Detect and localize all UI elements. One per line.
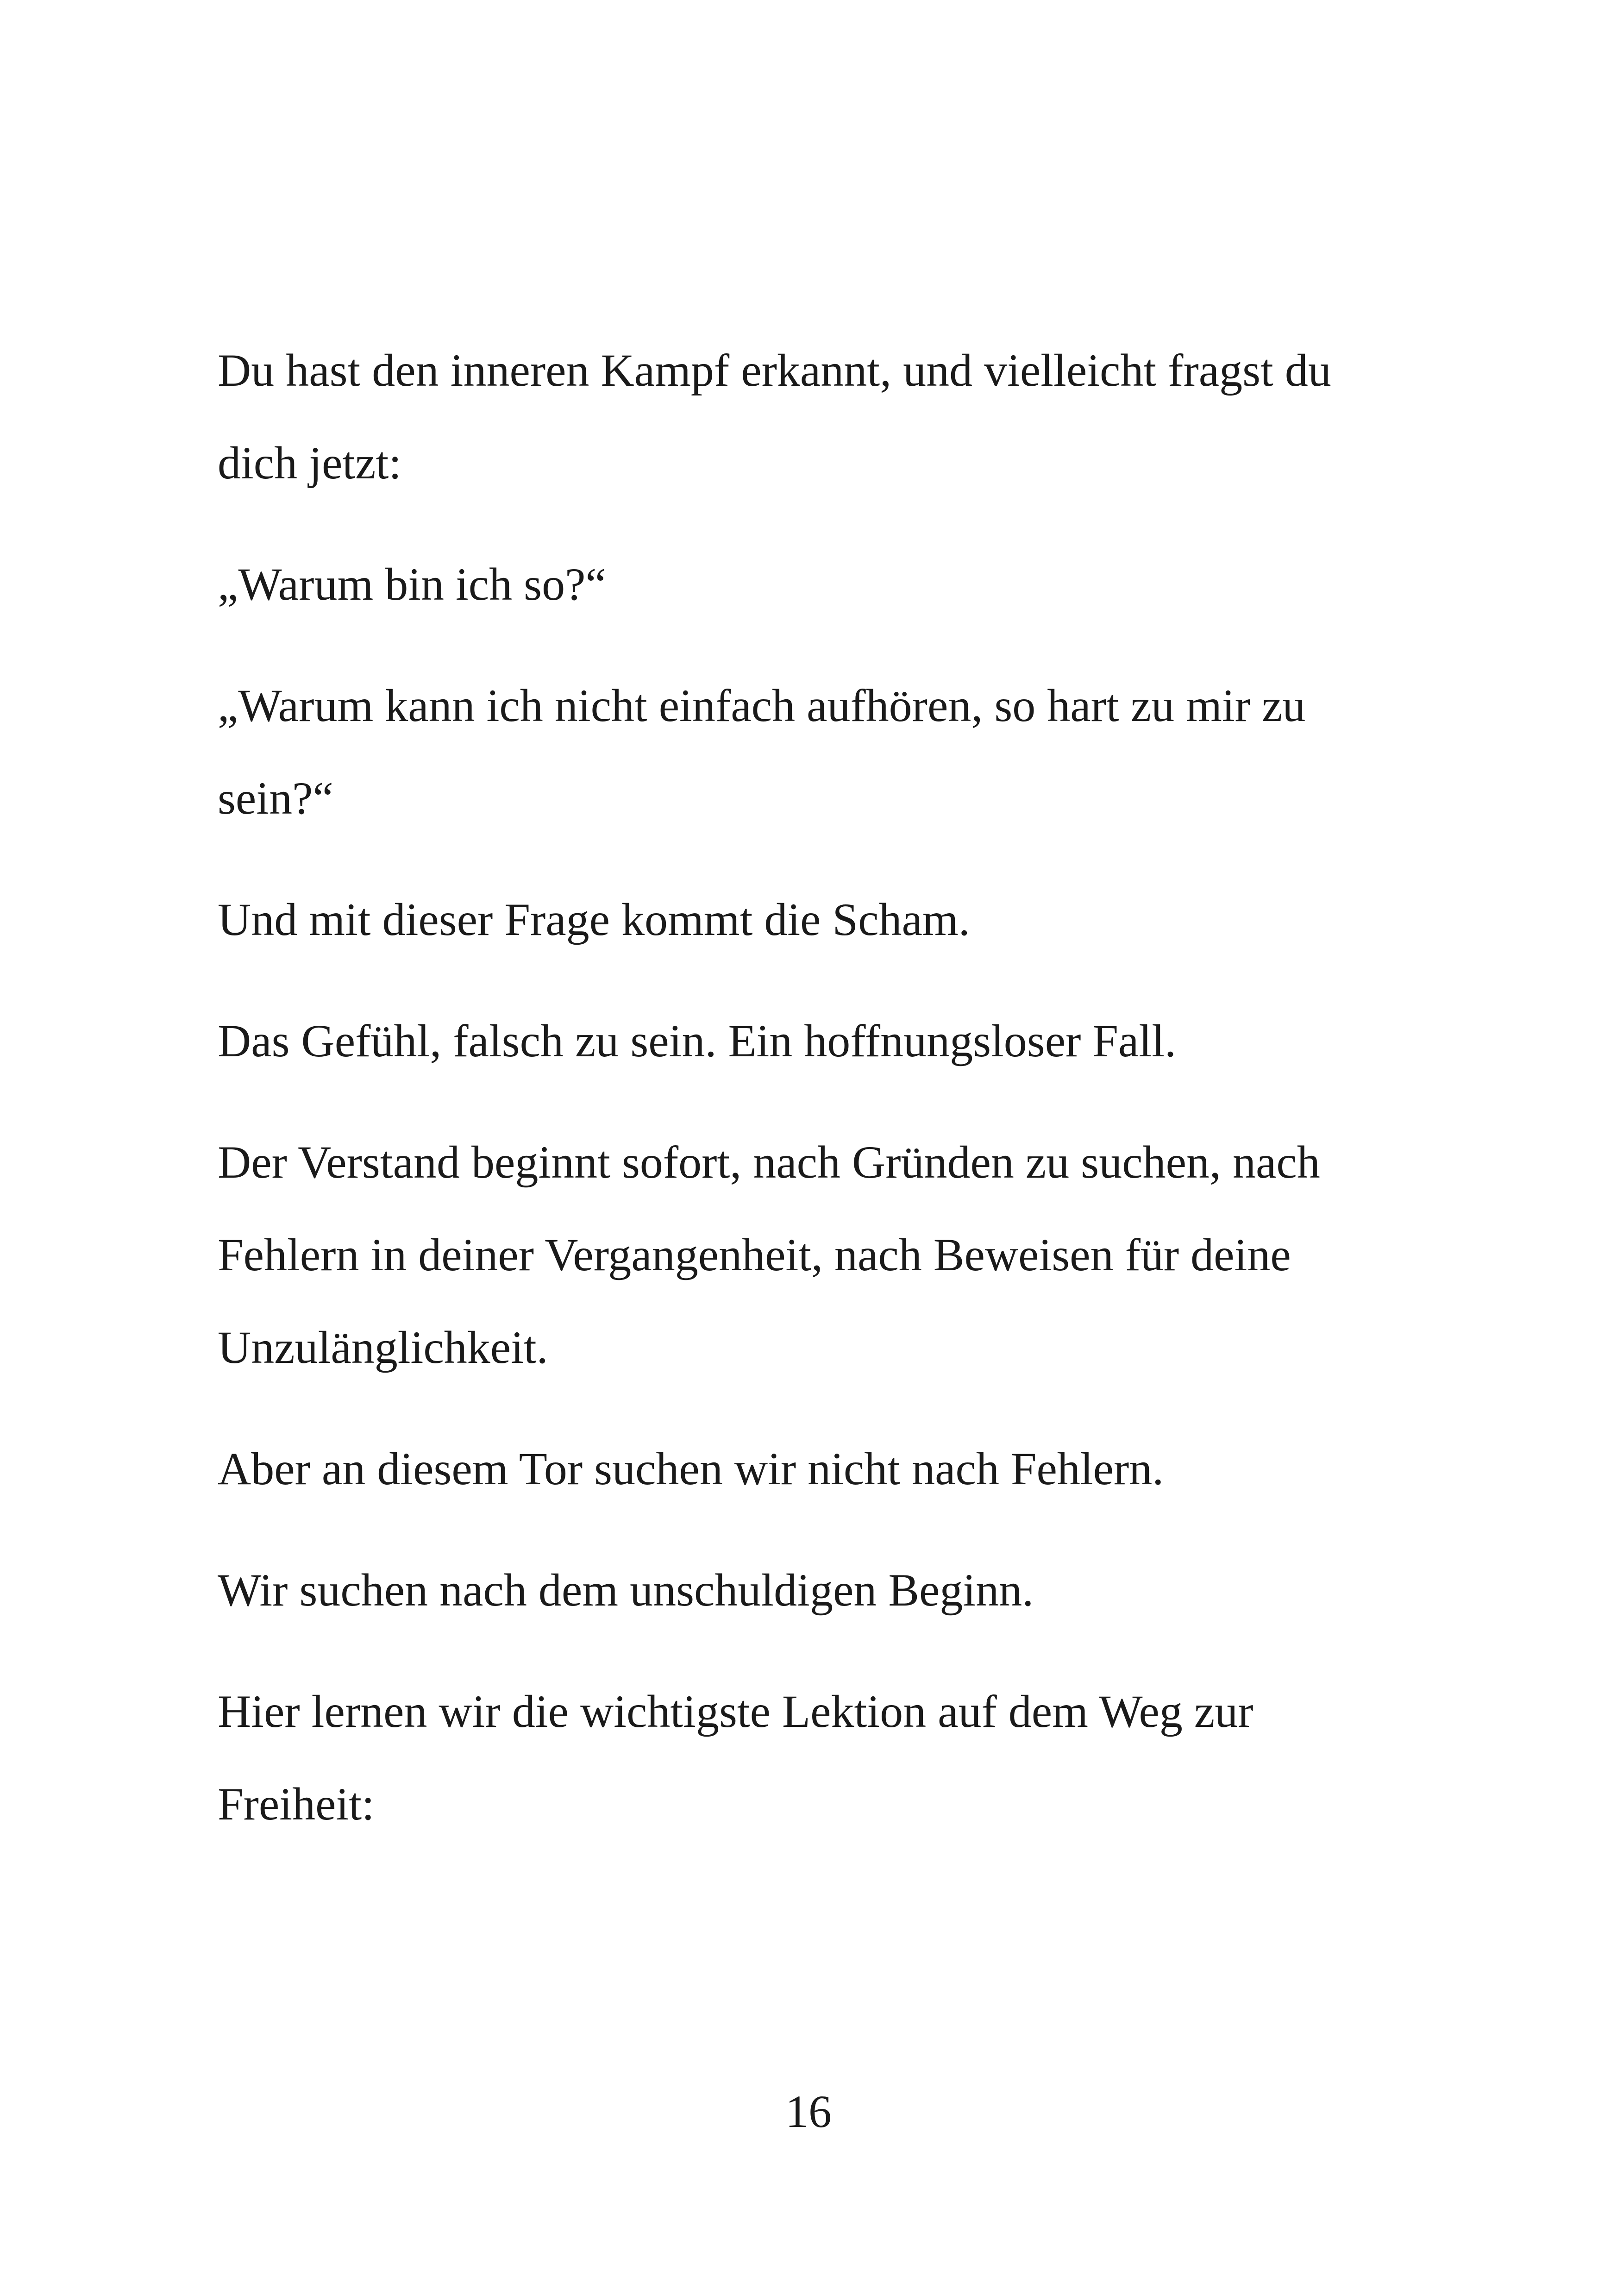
body-text bbox=[218, 324, 1348, 1879]
paragraph: Und mit dieser Frage kommt die Scham. bbox=[218, 894, 970, 945]
paragraph: Du hast den inneren Kampf erkannt, und vielleicht fragst du dich jetzt: bbox=[218, 345, 1331, 489]
paragraph: Wir suchen nach dem unschuldigen Beginn. bbox=[218, 1564, 1034, 1616]
paragraph: „Warum kann ich nicht einfach aufhören, so hart zu mir zu sein?“ bbox=[218, 680, 1306, 824]
paragraph: Das Gefühl, falsch zu sein. Ein hoffnungsloser Fall. bbox=[218, 1015, 1176, 1066]
paragraph: Der Verstand beginnt sofort, nach Gründen zu suchen, nach Fehlern in deiner Vergangenheit, nach Beweisen für deine Unzulänglichkeit. bbox=[218, 1136, 1320, 1373]
page-number: 16 bbox=[785, 2086, 832, 2137]
paragraph: Aber an diesem Tor suchen wir nicht nach Fehlern. bbox=[218, 1443, 1164, 1494]
paragraph: Hier lernen wir die wichtigste Lektion auf dem Weg zur Freiheit: bbox=[218, 1686, 1253, 1830]
paragraph: „Warum bin ich so?“ bbox=[218, 558, 606, 610]
